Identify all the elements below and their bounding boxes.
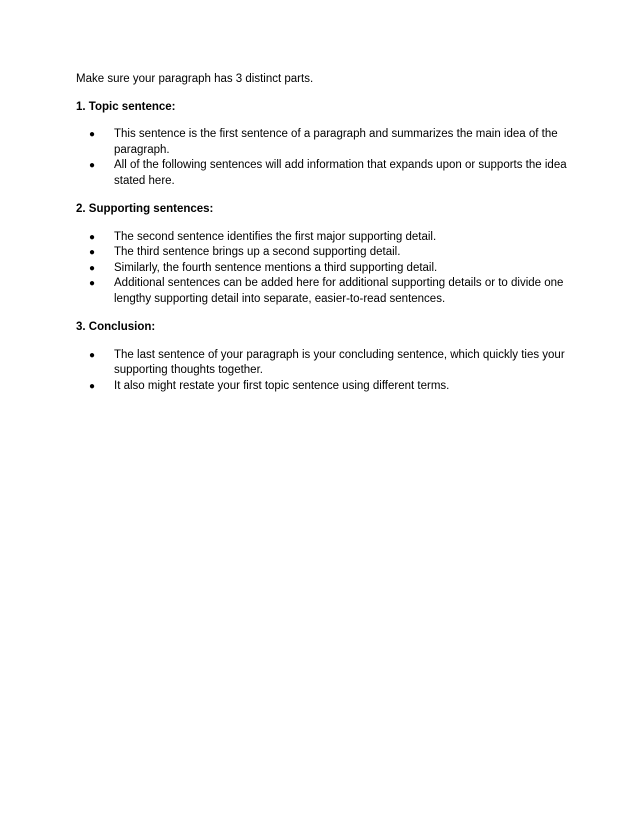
bullet-icon: ●: [88, 278, 96, 289]
bullet-list: [76, 127, 576, 189]
list-item: [76, 379, 576, 395]
list-item: [76, 158, 576, 189]
section-conclusion: [76, 320, 576, 394]
list-item: [76, 276, 576, 307]
section-heading: 2. Supporting sentences:: [76, 203, 214, 215]
list-item: [76, 127, 576, 158]
list-item: [76, 348, 576, 379]
section-heading: 3. Conclusion:: [76, 321, 156, 333]
list-item: [76, 261, 576, 277]
list-item-text: All of the following sentences will add information that expands upon or supports the idea stated here.: [114, 159, 567, 187]
bullet-icon: ●: [88, 349, 96, 361]
list-item-text: The third sentence brings up a second supporting detail.: [114, 246, 401, 258]
list-item-text: It also might restate your first topic sentence using different terms.: [114, 379, 450, 392]
intro-text: Make sure your paragraph has 3 distinct parts.: [76, 73, 314, 85]
document-page: [76, 72, 576, 407]
section-supporting-sentences: [76, 202, 576, 307]
section-topic-sentence: [76, 100, 576, 190]
list-item: [76, 230, 576, 246]
bullet-list: [76, 348, 576, 395]
list-item-text: The second sentence identifies the first major supporting detail.: [114, 230, 437, 243]
bullet-icon: ●: [88, 129, 96, 140]
bullet-list: [76, 230, 576, 308]
bullet-icon: ●: [88, 380, 96, 392]
bullet-icon: ●: [88, 247, 96, 258]
list-item-text: The last sentence of your paragraph is your concluding sentence, which quickly ties your supporting thoughts together.: [114, 348, 565, 376]
bullet-icon: ●: [88, 160, 96, 171]
list-item: [76, 245, 576, 261]
list-item-text: This sentence is the first sentence of a paragraph and summarizes the main idea of the paragraph.: [114, 128, 558, 156]
list-item-text: Similarly, the fourth sentence mentions a third supporting detail.: [114, 261, 438, 274]
bullet-icon: ●: [88, 231, 96, 243]
list-item-text: Additional sentences can be added here for additional supporting details or to divide one lengthy supporting detail into separate, easier-to-read sentences.: [114, 277, 564, 305]
section-heading: 1. Topic sentence:: [76, 100, 176, 113]
bullet-icon: ●: [88, 262, 96, 274]
